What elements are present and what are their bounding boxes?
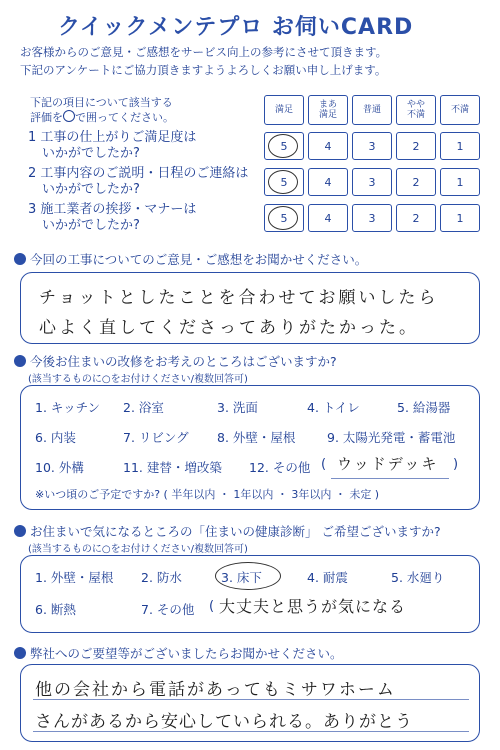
request-box[interactable] — [20, 664, 480, 742]
intro-line-2: 下記のアンケートにご協力頂きますようよろしくお願い申し上げます。 — [20, 63, 387, 77]
diagnosis-option-plumbing[interactable]: 5. 水廻り — [391, 570, 445, 585]
renovation-heading — [14, 352, 337, 370]
opinion-handwriting-1: チョットとしたことを合わせてお願いしたら — [39, 288, 439, 308]
bullet-icon — [14, 253, 26, 265]
renovation-option-exterior-structure[interactable]: 10. 外構 — [35, 460, 84, 475]
diagnosis-option-seismic[interactable]: 4. 耐震 — [307, 570, 348, 585]
opinion-handwriting-2: 心よく直してくださってありがたかった。 — [39, 318, 419, 338]
request-heading — [14, 644, 343, 662]
diagnosis-heading — [14, 522, 441, 540]
renovation-option-exterior-roof[interactable]: 8. 外壁・屋根 — [217, 430, 296, 445]
rating-header-somewhat-dissatisfied: やや 不満 — [396, 95, 436, 125]
request-ruled-line-2 — [33, 731, 469, 732]
rating-option[interactable] — [352, 168, 392, 196]
request-ruled-line-1 — [33, 699, 469, 700]
diagnosis-option-insulation[interactable]: 6. 断熱 — [35, 602, 76, 617]
rating-value: 5 — [280, 211, 288, 225]
rating-header-neutral: 普通 — [352, 95, 392, 125]
renovation-option-water-heater[interactable]: 5. 給湯器 — [397, 400, 451, 415]
renovation-option-living[interactable]: 7. リビング — [123, 430, 189, 445]
rating-option[interactable] — [352, 204, 392, 232]
intro-line-1: お客様からのご意見・ご感想をサービス向上の参考にさせて頂きます。 — [20, 45, 388, 59]
diagnosis-other-handwriting: 大丈夫と思うが気になる — [219, 597, 407, 616]
renovation-timing: ※いつ頃のご予定ですか? ( 半年以内 ・ 1年以内 ・ 3年以内 ・ 未定 ) — [35, 488, 380, 501]
rating-value: 1 — [456, 139, 464, 153]
question-2-line1: 2 工事内容のご説明・日程のご連絡は — [28, 166, 249, 181]
diagnosis-box — [20, 555, 480, 633]
question-1-line1: 1 工事の仕上がりご満足度は — [28, 130, 197, 145]
renovation-note: (該当するものに○をお付けください/複数回答可) — [28, 374, 248, 385]
renovation-option-washroom[interactable]: 3. 洗面 — [217, 400, 258, 415]
opinion-heading-text: 今回の工事についてのご意見・ご感想をお聞かせください。 — [30, 252, 368, 267]
question-1 — [28, 130, 196, 162]
rating-value: 4 — [324, 139, 332, 153]
opinion-heading — [14, 250, 367, 268]
rating-option[interactable] — [396, 204, 436, 232]
rating-option[interactable] — [396, 168, 436, 196]
bullet-icon — [14, 355, 26, 367]
rating-option[interactable] — [440, 204, 480, 232]
rating-instruction-pre: 評価を — [30, 111, 63, 124]
rating-option[interactable] — [264, 132, 304, 160]
renovation-option-kitchen[interactable]: 1. キッチン — [35, 400, 101, 415]
rating-option[interactable] — [396, 132, 436, 160]
rating-header-dissatisfied: 不満 — [440, 95, 480, 125]
card-title: クイックメンテプロ お伺いCARD — [58, 15, 414, 40]
rating-value: 2 — [412, 175, 420, 189]
request-handwriting-1: 他の会社から電話があってもミサワホーム — [35, 680, 396, 700]
rating-value: 2 — [412, 139, 420, 153]
question-2 — [28, 166, 248, 198]
diagnosis-selection-circle — [215, 562, 281, 590]
rating-option[interactable] — [264, 168, 304, 196]
renovation-option-other[interactable]: 12. その他 — [249, 460, 311, 475]
rating-option[interactable] — [264, 204, 304, 232]
rating-value: 3 — [368, 139, 376, 153]
rating-value: 2 — [412, 211, 420, 225]
rating-option[interactable] — [308, 132, 348, 160]
question-3-line2: いかがでしたか? — [42, 218, 140, 233]
renovation-option-interior[interactable]: 6. 内装 — [35, 430, 76, 445]
rating-instruction-post: で囲ってください。 — [75, 111, 174, 124]
diagnosis-note: (該当するものに○をお付けください/複数回答可) — [28, 544, 248, 555]
renovation-other-handwriting: ウッドデッキ — [337, 455, 439, 473]
selection-circle — [268, 206, 298, 230]
rating-value: 4 — [324, 211, 332, 225]
rating-value: 5 — [280, 175, 288, 189]
question-1-line2: いかがでしたか? — [42, 146, 140, 161]
diagnosis-option-other[interactable]: 7. その他 — [141, 602, 195, 617]
rating-value: 4 — [324, 175, 332, 189]
renovation-option-toilet[interactable]: 4. トイレ — [307, 400, 360, 415]
rating-value: 3 — [368, 211, 376, 225]
rating-value: 1 — [456, 175, 464, 189]
diagnosis-option-underfloor[interactable]: 3. 床下 — [221, 570, 262, 585]
rating-option[interactable] — [308, 204, 348, 232]
rating-option[interactable] — [440, 132, 480, 160]
renovation-option-bathroom[interactable]: 2. 浴室 — [123, 400, 164, 415]
renovation-option-solar[interactable]: 9. 太陽光発電・蓄電池 — [327, 430, 456, 445]
renovation-other-paren-open: ( — [321, 457, 327, 472]
question-2-line2: いかがでしたか? — [42, 182, 140, 197]
selection-circle — [268, 134, 298, 158]
rating-value: 3 — [368, 175, 376, 189]
request-handwriting-2: さんがあるから安心していられる。ありがとう — [35, 712, 413, 732]
rating-header-satisfied: 満足 — [264, 95, 304, 125]
rating-option[interactable] — [440, 168, 480, 196]
renovation-other-paren-close: ) — [453, 457, 459, 472]
rating-instruction-line1: 下記の項目について該当する — [30, 96, 173, 109]
rating-header-mostly-satisfied: まあ 満足 — [308, 95, 348, 125]
rating-option[interactable] — [308, 168, 348, 196]
request-heading-text: 弊社へのご要望等がございましたらお聞かせください。 — [30, 646, 343, 661]
rating-value: 5 — [280, 139, 288, 153]
renovation-box — [20, 385, 480, 510]
rating-value: 1 — [456, 211, 464, 225]
rating-instruction — [30, 96, 174, 125]
circle-icon — [63, 110, 75, 122]
renovation-heading-text: 今後お住まいの改修をお考えのところはございますか? — [30, 354, 337, 369]
diagnosis-heading-text: お住まいで気になるところの「住まいの健康診断」 ご希望ございますか? — [30, 524, 441, 539]
question-3 — [28, 202, 196, 234]
question-3-line1: 3 施工業者の挨拶・マナーは — [28, 202, 197, 217]
bullet-icon — [14, 647, 26, 659]
renovation-other-underline — [331, 478, 449, 479]
renovation-option-rebuild[interactable]: 11. 建替・増改築 — [123, 460, 222, 475]
diagnosis-option-waterproof[interactable]: 2. 防水 — [141, 570, 182, 585]
rating-option[interactable] — [352, 132, 392, 160]
selection-circle — [268, 170, 298, 194]
bullet-icon — [14, 525, 26, 537]
opinion-box[interactable] — [20, 272, 480, 344]
diagnosis-option-exterior-roof[interactable]: 1. 外壁・屋根 — [35, 570, 114, 585]
diagnosis-other-paren-open: ( — [209, 599, 215, 614]
